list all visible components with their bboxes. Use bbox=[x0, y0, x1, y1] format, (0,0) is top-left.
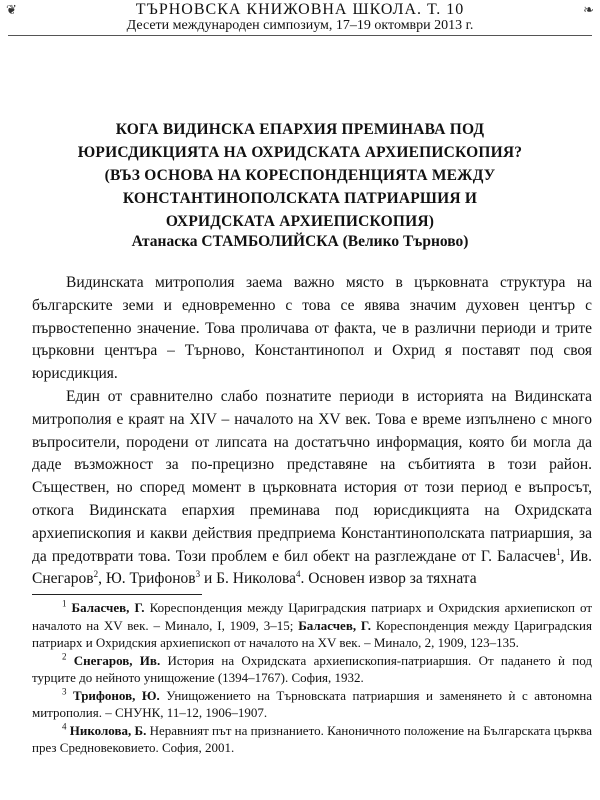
article-body bbox=[32, 272, 592, 591]
footnote-divider bbox=[32, 594, 202, 595]
title-line: ЮРИСДИКЦИЯТА НА ОХРИДСКАТА АРХИЕПИСКОПИЯ? bbox=[77, 144, 523, 161]
author-first-name: Атанаска bbox=[131, 233, 198, 250]
title-line: КОНСТАНТИНОПОЛСКАТА ПАТРИАРШИЯ И bbox=[122, 190, 478, 207]
journal-title: ТЪРНОВСКА КНИЖОВНА ШКОЛА. Т. 10 bbox=[135, 1, 465, 18]
author-line bbox=[0, 233, 600, 251]
author-last-name: СТАМБОЛИЙСКА bbox=[201, 233, 339, 250]
footnote-author: Снегаров, Ив. bbox=[73, 652, 161, 668]
title-line: ОХРИДСКАТА АРХИЕПИСКОПИЯ) bbox=[165, 213, 435, 230]
leaf-ornament-icon: ❧ bbox=[583, 2, 594, 17]
footnote-author: Трифонов, Ю. bbox=[73, 687, 160, 703]
footnote-author: Баласчев, Г. bbox=[71, 600, 145, 615]
title-line: (ВЪЗ ОСНОВА НА КОРЕСПОНДЕНЦИЯТА МЕЖДУ bbox=[104, 167, 496, 184]
footnote-number: 2 bbox=[62, 651, 67, 662]
leaf-ornament-icon: ❦ bbox=[6, 2, 17, 17]
footnote-number: 4 bbox=[62, 721, 67, 732]
body-paragraph: Един от сравнително слабо познатите периоди в историята на Видинската митрополия е краят на XIV – началото на XV век. Това е време изпълнено с много въпросители, породени от липсата на достатъчно информация, която би могла да даде възможност за по-прецизно представяне на събитията в този район. Съществен, но според момент в църковната история от този период е въпросът, откога Видинската епархия преминава под юрисдикцията на Охридската архиепископия и какви действия предприема Константинополската патриаршия, за да предотврати това. Този проблем е бил обект на разглеждане от Г. Баласчев$^1$, Ив. Снегаров$^2$, Ю. Трифонов$^3$ и Б. Николова$^4$. Основен извор за тяхната bbox=[32, 387, 593, 588]
footnotes bbox=[32, 599, 592, 757]
footnote-ref[interactable]: 2 bbox=[93, 569, 99, 580]
footnote-ref[interactable]: 1 bbox=[556, 546, 561, 557]
footnote-ref[interactable]: 4 bbox=[296, 569, 301, 580]
footnote-author: Баласчев, Г. bbox=[298, 617, 371, 633]
footnote-author: Николова, Б. bbox=[69, 722, 147, 738]
header-divider bbox=[8, 35, 592, 36]
article-title bbox=[30, 118, 570, 233]
title-line: КОГА ВИДИНСКА ЕПАРХИЯ ПРЕМИНАВА ПОД bbox=[115, 121, 485, 138]
footnote: $^4$ Николова, Б. Неравният път на признанието. Каноничното положение на Българската църква през Средновековието. София, 2001. bbox=[32, 721, 592, 755]
footnote-ref[interactable]: 3 bbox=[195, 569, 201, 580]
symposium-subtitle: Десети международен симпозиум, 17–19 октомври 2013 г. bbox=[126, 18, 474, 33]
body-paragraph: Видинската митрополия заема важно място в църковната структура на българските земи и едновременно с това се явява значим духовен център с първостепенно значение. Това проличава от факта, че в различни периоди и трите църковни центъра – Търново, Константинопол и Охрид я поставят под своя юрисдикция. bbox=[32, 274, 592, 383]
footnote: $^1$ Баласчев, Г. Кореспонденция между Цариградския патриарх и Охридския архиепископ от началото на XV век. – Минало, I, 1909, 3–15; Баласчев, Г. Кореспонденция между Цариградския патриарх и Охридския архиепископ от началото на XV век. – Минало, 2, 1909, 123–135. bbox=[32, 598, 593, 650]
running-header bbox=[0, 0, 600, 36]
footnote: $^3$ Трифонов, Ю. Унищожението на Търновската патриаршия и заменянето ѝ с автономна митрополия. – СНУНК, 11–12, 1906–1907. bbox=[32, 686, 593, 720]
footnote-number: 1 bbox=[62, 598, 67, 609]
footnote-number: 3 bbox=[62, 686, 67, 697]
footnote: $^2$ Снегаров, Ив. История на Охридската архиепископия-патриаршия. От падането ѝ под турците до нейното унищожение (1394–1767). София, 1932. bbox=[32, 651, 592, 685]
author-place: (Велико Търново) bbox=[342, 233, 469, 250]
